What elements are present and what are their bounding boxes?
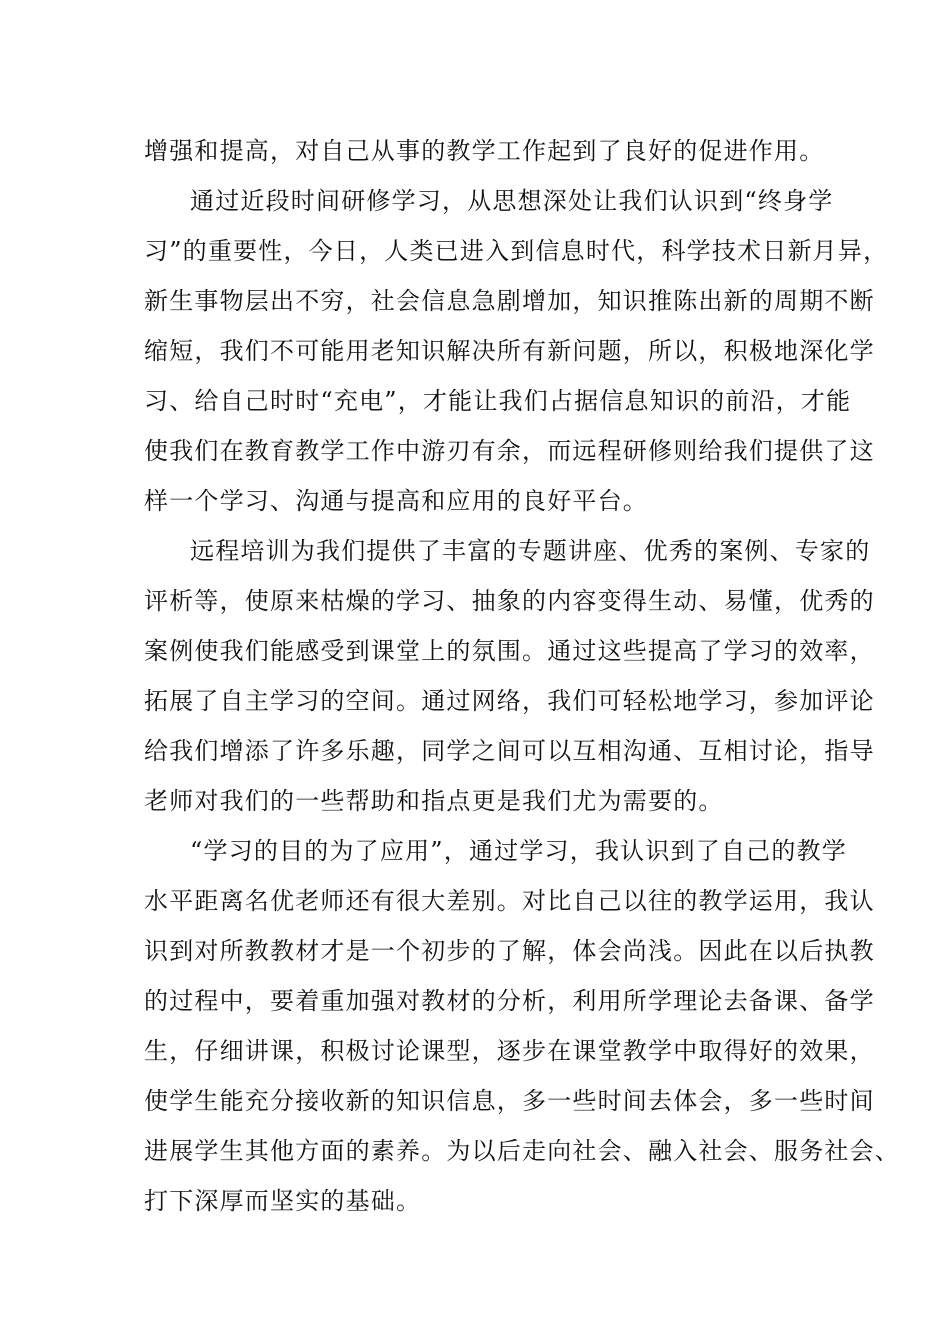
text-line: 增强和提高，对自己从事的教学工作起到了良好的促进作用。 <box>144 137 825 165</box>
text-line: 使我们在教育教学工作中游刃有余，而远程研修则给我们提供了这 <box>144 437 875 465</box>
text-line: 使学生能充分接收新的知识信息，多一些时间去体会，多一些时间 <box>144 1087 875 1115</box>
text-line: 识到对所教教材才是一个初步的了解，体会尚浅。因此在以后执教 <box>144 937 875 965</box>
text-line: 习”的重要性，今日，人类已进入到信息时代，科学技术日新月异， <box>144 237 889 265</box>
text-line: 样一个学习、沟通与提高和应用的良好平台。 <box>144 487 648 515</box>
text-line: 生，仔细讲课，积极讨论课型，逐步在课堂教学中取得好的效果， <box>144 1037 875 1065</box>
text-line: 打下深厚而坚实的基础。 <box>144 1187 422 1215</box>
text-line: 习、给自己时时“充电”，才能让我们占据信息知识的前沿，才能 <box>144 387 852 415</box>
text-line: 老师对我们的一些帮助和指点更是我们尤为需要的。 <box>144 787 724 815</box>
paragraph-first-line: 通过近段时间研修学习，从思想深处让我们认识到“终身学 <box>190 187 834 215</box>
text-line: 缩短，我们不可能用老知识解决所有新问题，所以，积极地深化学 <box>144 337 875 365</box>
text-line: 的过程中，要着重加强对教材的分析，利用所学理论去备课、备学 <box>144 987 875 1015</box>
text-line: 进展学生其他方面的素养。为以后走向社会、融入社会、服务社会、 <box>144 1137 900 1165</box>
text-line: 给我们增添了许多乐趣，同学之间可以互相沟通、互相讨论，指导 <box>144 737 875 765</box>
text-line: 水平距离名优老师还有很大差别。对比自己以往的教学运用，我认 <box>144 887 875 915</box>
text-line: 案例使我们能感受到课堂上的氛围。通过这些提高了学习的效率， <box>144 637 875 665</box>
text-line: 拓展了自主学习的空间。通过网络，我们可轻松地学习，参加评论 <box>144 687 875 715</box>
paragraph-first-line: 远程培训为我们提供了丰富的专题讲座、优秀的案例、专家的 <box>190 537 871 565</box>
text-line: 评析等，使原来枯燥的学习、抽象的内容变得生动、易懂，优秀的 <box>144 587 875 615</box>
text-line: 新生事物层出不穷，社会信息急剧增加，知识推陈出新的周期不断 <box>144 287 875 315</box>
paragraph-first-line: “学习的目的为了应用”，通过学习，我认识到了自己的教学 <box>190 837 847 865</box>
